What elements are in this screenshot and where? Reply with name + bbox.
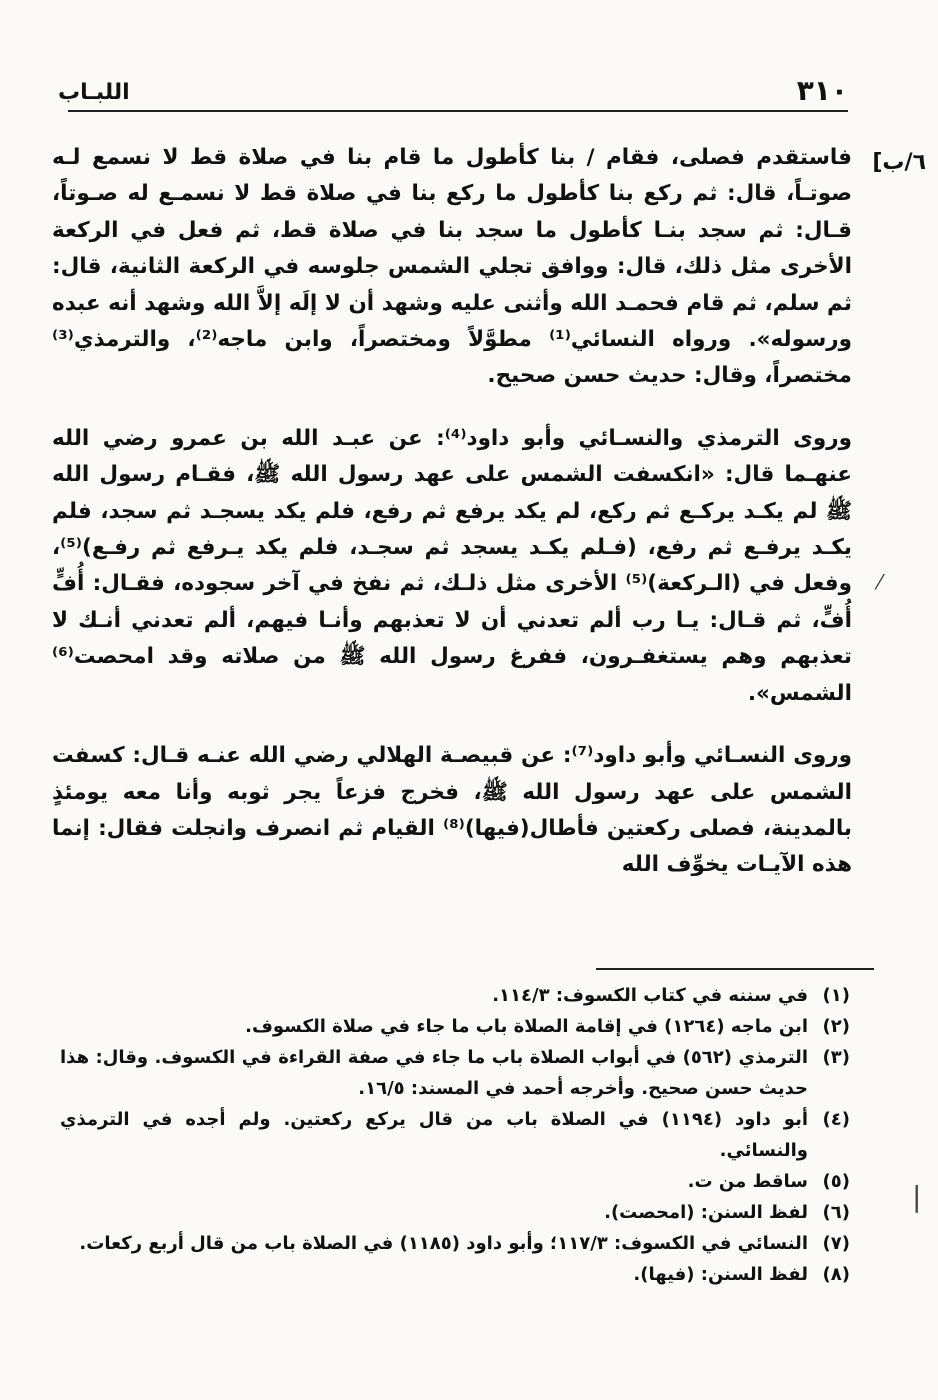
footnote-number: (٥) — [822, 1171, 850, 1192]
header-rule — [68, 110, 848, 112]
paragraph-1: فاستقدم فصلى، فقام / بنا كأطول ما قام بنا في صلاة قط لا نسمع لـه صوتـاً، قال: ثم ركع بنا كأطول ما ركع بنا في صلاة قط لا نسمـع له صـوتاً، قـال: ثم سجد بنـا كأطول ما سجد بنا في صلاة قط، ثم فعل في الركعة الأخرى مثل ذلك، قال: ووافق تجلي الشمس جلوسه في الركعة الثانية، قال: ثم سلم، ثم قام فحمـد الله وأثنى عليه وشهد أن لا إلَه إلاَّ الله وشهد أنه عبده ورسوله». ورواه النسائي⁽¹⁾ مطوَّلاً ومختصراً، وابن ماجه⁽²⁾، والترمذي⁽³⁾ مختصراً، وقال: حديث حسن صحيح. — [52, 145, 852, 389]
footnote-number: (٦) — [822, 1202, 850, 1223]
footnote-7 — [60, 1228, 850, 1259]
footnote-text: لفظ السنن: (امحصت). — [604, 1202, 808, 1223]
footnote-1 — [60, 980, 850, 1011]
footnote-text: النسائي في الكسوف: ١١٧/٣؛ وأبو داود (١١٨٥) في الصلاة باب من قال أربع ركعات. — [79, 1233, 808, 1254]
footnote-number: (٨) — [822, 1264, 850, 1285]
footnote-text: أبو داود (١١٩٤) في الصلاة باب من قال يركع ركعتين. ولم أجده في الترمذي والنسائي. — [60, 1109, 809, 1161]
footnote-text: ابن ماجه (١٢٦٤) في إقامة الصلاة باب ما جاء في صلاة الكسوف. — [245, 1016, 808, 1037]
footnote-number: (١) — [822, 985, 850, 1006]
footnote-2 — [60, 1011, 850, 1042]
footnote-text: الترمذي (٥٦٢) في أبواب الصلاة باب ما جاء في صفة القراءة في الكسوف. وقال: هذا حديث حسن صحيح. وأخرجه أحمد في المسند: ١٦/٥. — [60, 1047, 808, 1099]
footnotes — [60, 980, 850, 1290]
page-number: ٣١٠ — [796, 74, 848, 107]
footnote-number: (٤) — [822, 1109, 850, 1130]
main-text — [52, 140, 852, 884]
footnote-4 — [60, 1104, 850, 1166]
scan-mark: | — [912, 1180, 922, 1213]
footnote-text: ساقط من ت. — [687, 1171, 808, 1192]
footnote-number: (٧) — [822, 1233, 850, 1254]
running-title: اللبـاب — [58, 80, 130, 105]
footnote-5 — [60, 1166, 850, 1197]
footnote-text: في سننه في كتاب الكسوف: ١١٤/٣. — [492, 985, 808, 1006]
footnote-8 — [60, 1259, 850, 1290]
paragraph-3: وروى النسـائي وأبو داود⁽⁷⁾: عن قبيصـة الهلالي رضي الله عنـه قـال: كسفت الشمس على عهد رسول الله ﷺ، فخرج فزعاً يجر ثوبه وأنا معه يومئذٍ بالمدينة، فصلى ركعتين فأطال(فيها)⁽⁸⁾ القيام ثم انصرف وانجلت فقال: إنما هذه الآيـات يخوِّف الله — [52, 743, 852, 878]
footnote-3 — [60, 1042, 850, 1104]
footnote-number: (٣) — [822, 1047, 850, 1068]
manuscript-folio-note: ٦/ب] — [872, 150, 926, 175]
paragraph-2: وروى الترمذي والنسـائي وأبو داود⁽⁴⁾: عن عبـد الله بن عمرو رضي الله عنهـما قال: «انكسفت الشمس على عهد رسول الله ﷺ، فقـام رسول الله ﷺ لم يكـد يركـع ثم ركع، لم يكد يرفع ثم رفع، فلم يكد يسجـد ثم سجد، فلم يكـد يرفـع ثم رفع، (فـلم يكـد يسجد ثم سجـد، فلم يكد يـرفع ثم رفـع)⁽⁵⁾، وفعل في (الـركعة)⁽⁵⁾ الأخرى مثل ذلـك، ثم نفخ في آخر سجوده، فقـال: أُفٍّ أُفٍّ، ثم قـال: يـا رب ألم تعدني أن لا تعذبهم وأنـا فيهم، ألم تعدني أنـك لا تعذبهم وهم يستغفـرون، ففرغ رسول الله ﷺ من صلاته وقد امحصت⁽⁶⁾ الشمس». — [52, 425, 852, 706]
page-header — [58, 60, 848, 112]
footnote-number: (٢) — [822, 1016, 850, 1037]
footnote-6 — [60, 1197, 850, 1228]
footnote-separator — [596, 968, 874, 970]
scan-mark: ⁄ — [878, 570, 882, 594]
footnote-text: لفظ السنن: (فيها). — [633, 1264, 808, 1285]
